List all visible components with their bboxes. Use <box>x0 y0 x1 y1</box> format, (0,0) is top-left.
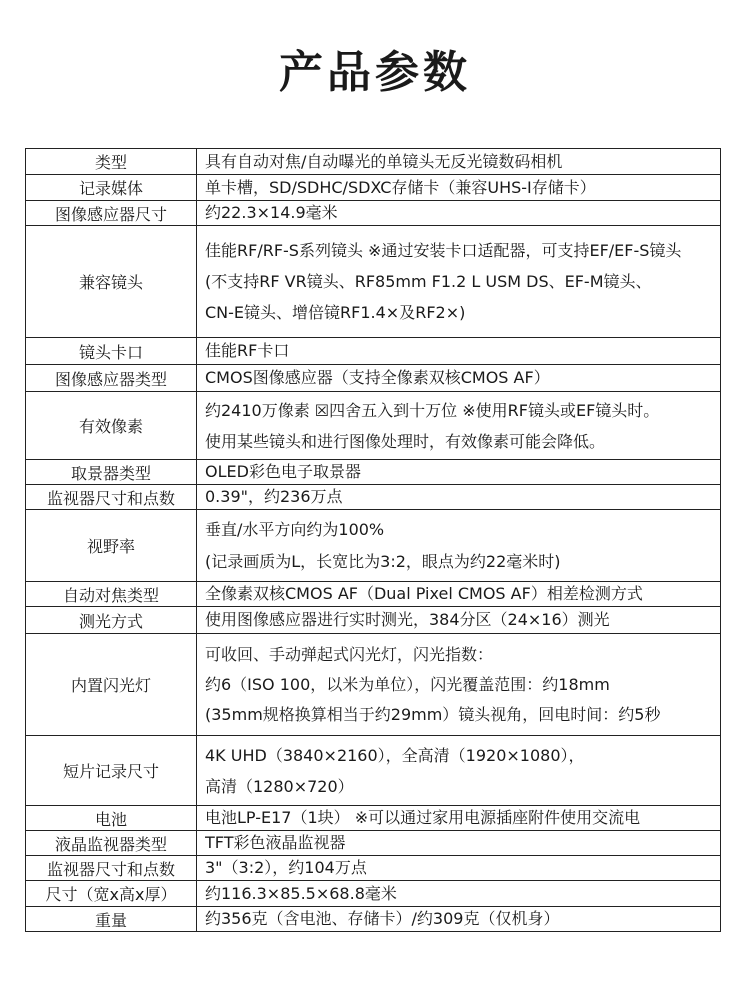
spec-row <box>26 460 721 485</box>
spec-row <box>26 201 721 226</box>
spec-value-line: 约22.3×14.9毫米 <box>205 203 338 222</box>
spec-value <box>197 460 721 485</box>
spec-value <box>197 582 721 607</box>
spec-row <box>26 175 721 201</box>
spec-label: 类型 <box>26 149 197 175</box>
spec-value-line: (35mm规格换算相当于约29mm）镜头视角，回电时间：约5秒 <box>205 704 661 724</box>
spec-row <box>26 736 721 806</box>
spec-value <box>197 831 721 856</box>
spec-value <box>197 392 721 460</box>
page-title: 产品参数 <box>279 47 471 98</box>
spec-row <box>26 365 721 392</box>
spec-value <box>197 607 721 634</box>
spec-row <box>26 831 721 856</box>
spec-label: 图像感应器类型 <box>26 365 197 392</box>
spec-value <box>197 907 721 932</box>
spec-value-line: (记录画质为L，长宽比为3:2，眼点为约22毫米时) <box>205 551 561 571</box>
spec-label: 视野率 <box>26 510 197 582</box>
spec-label: 监视器尺寸和点数 <box>26 856 197 881</box>
spec-label: 液晶监视器类型 <box>26 831 197 856</box>
spec-value <box>197 634 721 736</box>
spec-value-line: 全像素双核CMOS AF（Dual Pixel CMOS AF）相差检测方式 <box>205 584 643 603</box>
spec-value <box>197 881 721 907</box>
spec-value-line: 单卡槽，SD/SDHC/SDXC存储卡（兼容UHS-I存储卡） <box>205 177 596 197</box>
spec-row <box>26 392 721 460</box>
spec-row <box>26 634 721 736</box>
spec-value <box>197 201 721 226</box>
spec-value-line: 3"（3:2），约104万点 <box>205 858 367 877</box>
spec-label: 内置闪光灯 <box>26 634 197 736</box>
spec-label: 短片记录尺寸 <box>26 736 197 806</box>
spec-value-line: 可收回、手动弹起式闪光灯，闪光指数： <box>205 644 494 664</box>
spec-label: 监视器尺寸和点数 <box>26 485 197 510</box>
spec-value-line: 垂直/水平方向约为100% <box>205 519 385 539</box>
spec-row <box>26 856 721 881</box>
spec-row <box>26 338 721 365</box>
spec-row <box>26 149 721 175</box>
spec-value-line: 0.39"，约236万点 <box>205 487 343 506</box>
spec-row <box>26 510 721 582</box>
spec-row <box>26 806 721 831</box>
spec-row <box>26 881 721 907</box>
spec-row <box>26 582 721 607</box>
spec-label: 重量 <box>26 907 197 932</box>
spec-label: 自动对焦类型 <box>26 582 197 607</box>
spec-label: 记录媒体 <box>26 175 197 201</box>
spec-row <box>26 607 721 634</box>
spec-value <box>197 485 721 510</box>
spec-value-line: 高清（1280×720） <box>205 776 354 796</box>
spec-label: 兼容镜头 <box>26 226 197 338</box>
spec-value <box>197 149 721 175</box>
spec-table <box>25 148 721 932</box>
spec-row <box>26 226 721 338</box>
spec-value <box>197 806 721 831</box>
spec-value-line: OLED彩色电子取景器 <box>205 462 361 481</box>
spec-row <box>26 907 721 932</box>
spec-value <box>197 175 721 201</box>
spec-label: 图像感应器尺寸 <box>26 201 197 226</box>
spec-label: 取景器类型 <box>26 460 197 485</box>
spec-value-line: CMOS图像感应器（支持全像素双核CMOS AF） <box>205 368 550 387</box>
spec-label: 电池 <box>26 806 197 831</box>
spec-value-line: 使用某些镜头和进行图像处理时，有效像素可能会降低。 <box>205 431 606 451</box>
spec-value-line: (不支持RF VR镜头、RF85mm F1.2 L USM DS、EF-M镜头、 <box>205 272 652 291</box>
spec-value-line: 使用图像感应器进行实时测光，384分区（24×16）测光 <box>205 610 610 629</box>
spec-value-line: CN-E镜头、增倍镜RF1.4×及RF2×) <box>205 303 466 322</box>
spec-value <box>197 856 721 881</box>
spec-value <box>197 365 721 392</box>
spec-label: 镜头卡口 <box>26 338 197 365</box>
spec-value <box>197 510 721 582</box>
spec-value-line: 约2410万像素 ☒四舍五入到十万位 ※使用RF镜头或EF镜头时。 <box>205 400 660 420</box>
spec-value <box>197 338 721 365</box>
spec-label: 有效像素 <box>26 392 197 460</box>
spec-value-line: 电池LP-E17（1块） ※可以通过家用电源插座附件使用交流电 <box>205 808 641 827</box>
spec-value-line: 佳能RF卡口 <box>205 341 290 360</box>
spec-value-line: 约116.3×85.5×68.8毫米 <box>205 883 397 903</box>
spec-row <box>26 485 721 510</box>
spec-value-line: 具有自动对焦/自动曝光的单镜头无反光镜数码相机 <box>205 151 563 171</box>
spec-value-line: 约356克（含电池、存储卡）/约309克（仅机身） <box>205 909 560 928</box>
spec-label: 测光方式 <box>26 607 197 634</box>
spec-value-line: 佳能RF/RF-S系列镜头 ※通过安装卡口适配器，可支持EF/EF-S镜头 <box>205 241 682 260</box>
spec-label: 尺寸（宽x高x厚） <box>26 881 197 907</box>
spec-value-line: 约6（ISO 100，以米为单位），闪光覆盖范围：约18mm <box>205 674 610 694</box>
spec-value <box>197 226 721 338</box>
spec-value-line: TFT彩色液晶监视器 <box>205 833 346 852</box>
spec-value-line: 4K UHD（3840×2160），全高清（1920×1080）， <box>205 745 585 765</box>
spec-value <box>197 736 721 806</box>
